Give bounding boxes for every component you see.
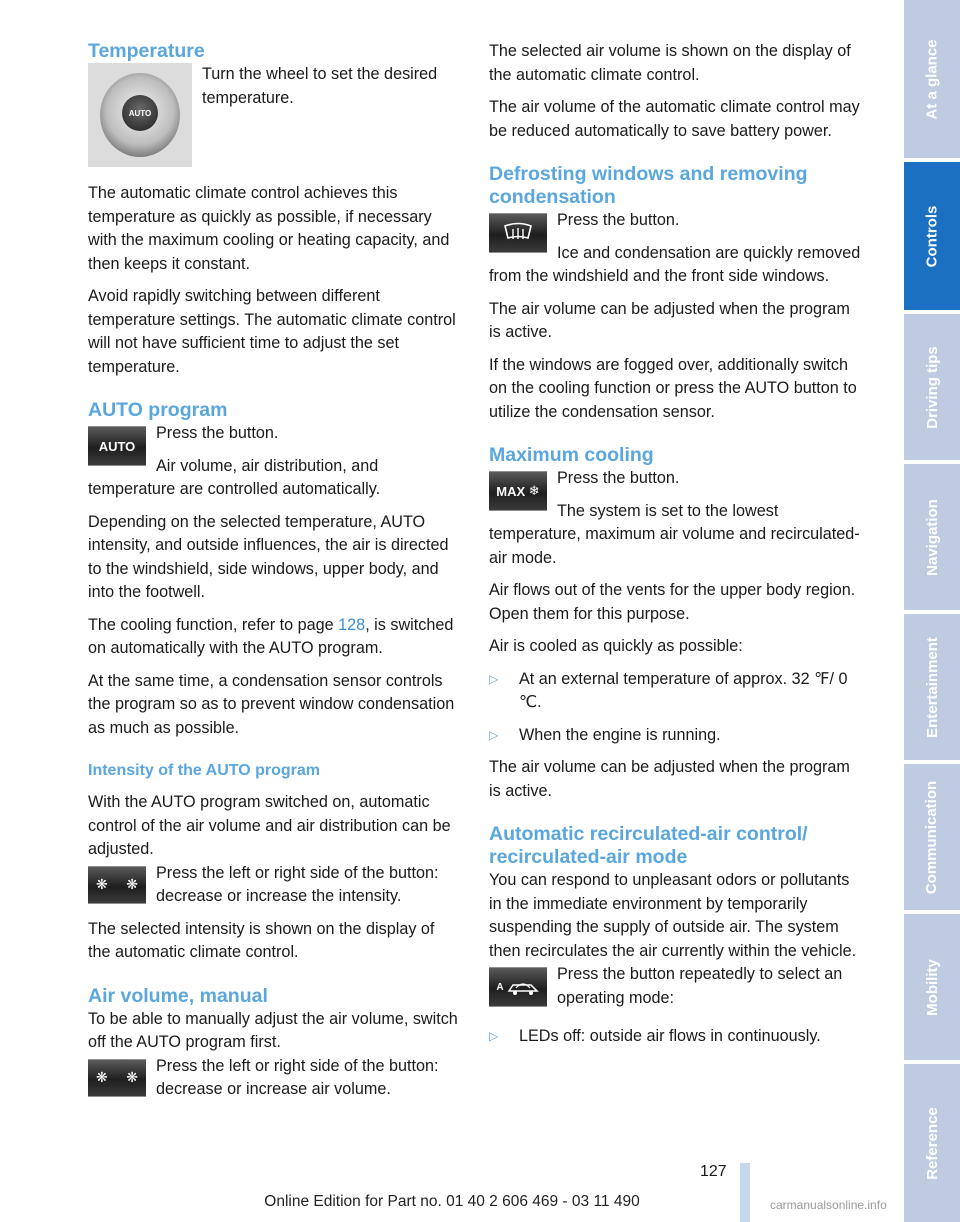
air-volume-paragraph-2: Press the left or right side of the button: decrease or increase air volume. — [156, 1056, 439, 1098]
max-cooling-paragraph-5: The air volume can be adjusted when the program is active. — [489, 758, 850, 800]
list-item: ▷ At an external temperature of approx. 32 ℉/ 0 ℃. — [489, 668, 861, 715]
max-cooling-block — [489, 467, 861, 570]
auto-program-paragraph-3: Depending on the selected temperature, AUTO intensity, and outside influences, the air is directed to the windshield, side windows, upper body, and into the footwell. — [88, 512, 449, 601]
fan-rocker-button-image — [88, 866, 146, 904]
max-button-label: MAX — [496, 483, 526, 499]
list-item: ▷ LEDs off: outside air flows in continuously. — [489, 1025, 861, 1049]
fan-large-icon: ❋ — [126, 876, 138, 892]
sidebar-tab-label: Reference — [923, 1106, 941, 1180]
recirc-button-image — [489, 967, 547, 1007]
left-column — [88, 40, 460, 1102]
chapter-sidebar — [904, 0, 960, 1222]
recirc-heading: Automatic recirculated-air control/ recirculated-air mode — [489, 823, 808, 868]
air-volume-display-paragraph: The selected air volume is shown on the display of the automatic climate control. — [489, 42, 851, 84]
right-column — [489, 40, 861, 1058]
max-cooling-heading: Maximum cooling — [489, 444, 654, 466]
max-cooling-paragraph-2: The system is set to the lowest temperature, maximum air volume and recirculated-air mode. — [489, 501, 860, 567]
sidebar-tab-label: Navigation — [923, 498, 941, 576]
list-item: ▷ When the engine is running. — [489, 724, 861, 748]
sidebar-tab-communication[interactable] — [904, 764, 960, 910]
knob-ring-icon — [100, 73, 180, 157]
windshield-defrost-icon — [503, 222, 533, 244]
fan-large-icon: ❋ — [126, 1069, 138, 1085]
p4-text-after: , is switched on automatically with the AUTO program. — [88, 615, 454, 657]
max-cooling-list — [489, 668, 861, 748]
page-number: 127 — [700, 1163, 727, 1180]
sidebar-tab-label: Driving tips — [923, 345, 941, 429]
sidebar-tab-label: Mobility — [923, 958, 941, 1016]
intensity-block — [88, 862, 460, 909]
auto-program-block — [88, 422, 460, 502]
auto-program-paragraph-2: Air volume, air distribution, and temperature are controlled automatically. — [88, 456, 381, 498]
air-volume-block — [88, 1055, 460, 1102]
auto-program-paragraph-1: Press the button. — [156, 424, 279, 442]
sidebar-tab-label: Communication — [923, 780, 941, 894]
sidebar-tab-entertainment[interactable] — [904, 614, 960, 760]
defrost-paragraph-4: If the windows are fogged over, additionally switch on the cooling function or press the AUTO button to utilize the condensation sensor. — [489, 355, 857, 421]
max-cooling-paragraph-1: Press the button. — [557, 469, 680, 487]
fan-small-icon: ❋ — [96, 1069, 108, 1085]
battery-paragraph: The air volume of the automatic climate control may be reduced automatically to save battery power. — [489, 98, 860, 140]
defrost-heading: Defrosting windows and removing condensation — [489, 163, 808, 208]
intensity-paragraph-2: Press the left or right side of the button: decrease or increase the intensity. — [156, 863, 439, 905]
defrost-paragraph-2: Ice and condensation are quickly removed from the windshield and the front side windows. — [489, 243, 861, 285]
recirc-paragraph-1: You can respond to unpleasant odors or pollutants in the immediate environment by temporarily suspending the supply of outside air. The system then recirculates the air currently within the vehicle. — [489, 871, 857, 960]
sidebar-tab-at-a-glance[interactable] — [904, 0, 960, 158]
max-cooling-paragraph-4: Air is cooled as quickly as possible: — [489, 637, 743, 655]
auto-program-paragraph-5: At the same time, a condensation sensor controls the program so as to prevent window condensation as much as possible. — [88, 671, 455, 737]
intensity-paragraph-3: The selected intensity is shown on the display of the automatic climate control. — [88, 919, 435, 961]
intensity-paragraph-1: With the AUTO program switched on, automatic control of the air volume and air distribution can be adjusted. — [88, 793, 451, 858]
watermark: carmanualsonline.info — [770, 1198, 887, 1212]
fan-rocker-button-image-2 — [88, 1059, 146, 1097]
auto-knob-button: AUTO — [122, 95, 158, 131]
temperature-block — [88, 63, 460, 173]
temperature-heading: Temperature — [88, 40, 205, 62]
air-volume-heading: Air volume, manual — [88, 984, 268, 1007]
max-button-image — [489, 471, 547, 511]
auto-program-paragraph-4 — [88, 614, 460, 661]
sidebar-tab-mobility[interactable] — [904, 914, 960, 1060]
recirculated-air-car-icon — [506, 977, 540, 997]
sidebar-tab-label: Controls — [923, 205, 941, 267]
edition-footer: Online Edition for Part no. 01 40 2 606 469 - 03 11 490 — [264, 1193, 640, 1210]
recirc-paragraph-2: Press the button repeatedly to select an operating mode: — [557, 965, 843, 1007]
p4-text-before: The cooling function, refer to page — [88, 615, 339, 634]
max-cooling-paragraph-3: Air flows out of the vents for the upper body region. Open them for this purpose. — [489, 581, 856, 623]
sidebar-tab-label: Entertainment — [923, 636, 941, 738]
page-link-128[interactable]: 128 — [338, 615, 366, 634]
sidebar-tab-label: At a glance — [923, 38, 941, 120]
defrost-paragraph-1: Press the button. — [557, 211, 680, 229]
snowflake-icon: ❄ — [528, 483, 540, 498]
temperature-paragraph-2: Avoid rapidly switching between different temperature settings. The automatic climate control will not have sufficient time to adjust the set temperature. — [88, 287, 456, 376]
sidebar-tab-controls[interactable] — [904, 162, 960, 310]
auto-program-heading: AUTO program — [88, 399, 228, 421]
temperature-intro: Turn the wheel to set the desired temperature. — [202, 65, 438, 107]
sidebar-tab-driving-tips[interactable] — [904, 314, 960, 460]
defrost-block — [489, 209, 861, 289]
defrost-paragraph-3: The air volume can be adjusted when the program is active. — [489, 299, 850, 341]
intensity-heading: Intensity of the AUTO program — [88, 762, 321, 779]
defrost-button-image — [489, 213, 547, 253]
auto-button-image: AUTO — [88, 426, 146, 466]
recirc-button-letter: A — [496, 981, 504, 993]
temperature-knob-image — [88, 63, 192, 167]
sidebar-tab-navigation[interactable] — [904, 464, 960, 610]
air-volume-paragraph-1: To be able to manually adjust the air volume, switch off the AUTO program first. — [88, 1009, 458, 1051]
recirc-block — [489, 963, 861, 1011]
sidebar-tab-reference[interactable] — [904, 1064, 960, 1222]
temperature-paragraph-1: The automatic climate control achieves this temperature as quickly as possible, if necessary with the maximum cooling or heating capacity, and then keeps it constant. — [88, 184, 450, 273]
fan-small-icon: ❋ — [96, 876, 108, 892]
recirc-list — [489, 1025, 861, 1049]
